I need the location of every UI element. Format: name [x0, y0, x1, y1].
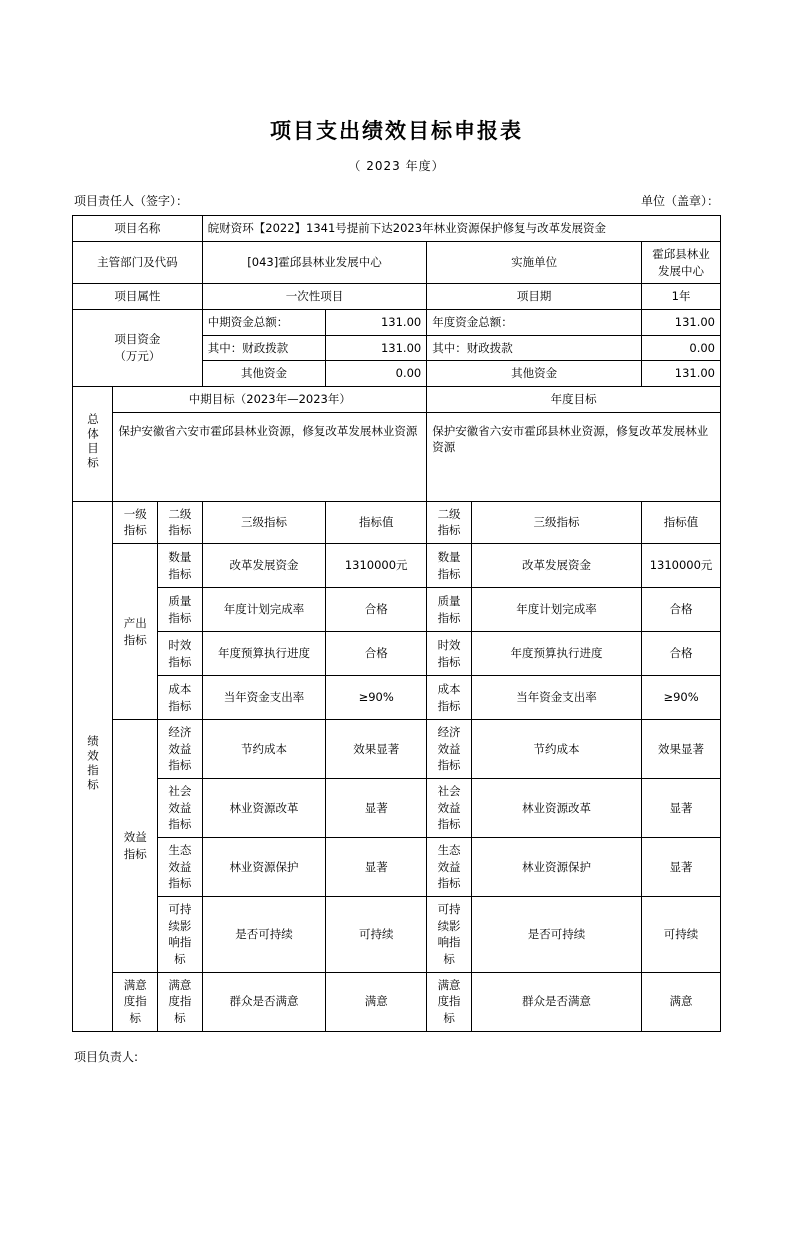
indicator-value-b: 1310000元 [642, 544, 721, 588]
indicator-level3-b: 改革发展资金 [471, 544, 641, 588]
indicator-level3: 群众是否满意 [202, 972, 325, 1031]
funds-row3-right-value: 131.00 [642, 361, 721, 387]
indicator-level2: 质量指标 [158, 588, 203, 632]
indicator-level3: 林业资源改革 [202, 779, 325, 838]
indicator-value: 合格 [326, 588, 427, 632]
indicator-level3-b: 节约成本 [471, 720, 641, 779]
indicator-level3: 林业资源保护 [202, 838, 325, 897]
table-row-attr [73, 284, 721, 310]
indicator-level2: 成本指标 [158, 676, 203, 720]
indicator-value-b: ≥90% [642, 676, 721, 720]
header-level1: 一级指标 [113, 501, 158, 543]
table-row-indicator [73, 779, 721, 838]
overall-year-header: 年度目标 [427, 387, 721, 413]
indicator-value: 1310000元 [326, 544, 427, 588]
table-row-indicator [73, 838, 721, 897]
indicator-level3-b: 当年资金支出率 [471, 676, 641, 720]
funds-row1-left-value: 131.00 [326, 309, 427, 335]
funds-row2-right-label: 其中：财政拨款 [427, 335, 642, 361]
header-level2-b: 二级指标 [427, 501, 472, 543]
period-value: 1年 [642, 284, 721, 310]
table-row-indicator [73, 544, 721, 588]
table-row-indicator [73, 720, 721, 779]
indicator-level3: 节约成本 [202, 720, 325, 779]
project-name-label: 项目名称 [73, 216, 203, 242]
page-subtitle: （ 2023 年度） [348, 159, 445, 174]
funds-row1-left-label: 中期资金总额： [202, 309, 325, 335]
impl-unit-value: 霍邱县林业发展中心 [642, 241, 721, 283]
indicator-level2-b: 经济效益指标 [427, 720, 472, 779]
indicator-value: 显著 [326, 838, 427, 897]
indicator-level2-b: 时效指标 [427, 632, 472, 676]
indicator-value-b: 显著 [642, 838, 721, 897]
indicator-level2: 社会效益指标 [158, 779, 203, 838]
indicator-level2-b: 数量指标 [427, 544, 472, 588]
table-row-overall-body [73, 412, 721, 501]
dept-label: 主管部门及代码 [73, 241, 203, 283]
page-title: 项目支出绩效目标申报表 [270, 119, 523, 143]
indicator-value: 效果显著 [326, 720, 427, 779]
indicator-level3: 年度计划完成率 [202, 588, 325, 632]
funds-row1-right-label: 年度资金总额： [427, 309, 642, 335]
indicator-level2: 经济效益指标 [158, 720, 203, 779]
document-page [0, 118, 793, 1240]
dept-value: [043]霍邱县林业发展中心 [202, 241, 426, 283]
funds-row3-left-value: 0.00 [326, 361, 427, 387]
funds-label-line1: 项目资金 [114, 332, 161, 347]
group-level1-benefit: 效益指标 [113, 720, 158, 973]
indicator-value-b: 显著 [642, 779, 721, 838]
attr-value: 一次性项目 [202, 284, 426, 310]
table-row-indicator-header [73, 501, 721, 543]
project-name-value: 皖财资环【2022】1341号提前下达2023年林业资源保护修复与改革发展资金 [202, 216, 720, 242]
group-level1-satisfaction: 满意度指标 [113, 972, 158, 1031]
funds-row1-right-value: 131.00 [642, 309, 721, 335]
indicator-level3-b: 年度预算执行进度 [471, 632, 641, 676]
funds-row3-right-label: 其他资金 [427, 361, 642, 387]
indicator-level2-b: 质量指标 [427, 588, 472, 632]
indicator-level3: 是否可持续 [202, 897, 325, 973]
unit-label: 单位（盖章）： [640, 194, 719, 209]
funds-row2-left-value: 131.00 [326, 335, 427, 361]
table-row-funds-1 [73, 309, 721, 335]
period-label: 项目期 [427, 284, 642, 310]
indicator-level3-b: 林业资源改革 [471, 779, 641, 838]
footer-label: 项目负责人: [74, 1049, 139, 1064]
indicator-level3-b: 年度计划完成率 [471, 588, 641, 632]
meta-row [72, 192, 721, 209]
impl-unit-label: 实施单位 [427, 241, 642, 283]
indicator-level2: 时效指标 [158, 632, 203, 676]
indicator-level2: 数量指标 [158, 544, 203, 588]
funds-row3-left-label: 其他资金 [202, 361, 325, 387]
indicator-level2-b: 社会效益指标 [427, 779, 472, 838]
indicator-level3: 当年资金支出率 [202, 676, 325, 720]
indicator-value: 合格 [326, 632, 427, 676]
table-row-project-name [73, 216, 721, 242]
overall-side-label [73, 387, 113, 502]
indicators-side-label-text: 绩效指标 [86, 734, 101, 793]
indicator-level3-b: 林业资源保护 [471, 838, 641, 897]
indicator-value: 显著 [326, 779, 427, 838]
header-level3: 三级指标 [202, 501, 325, 543]
header-level2: 二级指标 [158, 501, 203, 543]
indicator-level2-b: 成本指标 [427, 676, 472, 720]
indicator-level2-b: 满意度指标 [427, 972, 472, 1031]
funds-label [73, 309, 203, 386]
table-row-overall-header [73, 387, 721, 413]
indicator-level3: 年度预算执行进度 [202, 632, 325, 676]
indicator-level3-b: 是否可持续 [471, 897, 641, 973]
funds-label-line2: （万元） [114, 348, 161, 363]
indicator-level3-b: 群众是否满意 [471, 972, 641, 1031]
overall-year-text: 保护安徽省六安市霍邱县林业资源，修复改革发展林业资源 [427, 412, 721, 501]
indicator-value: ≥90% [326, 676, 427, 720]
table-row-indicator [73, 588, 721, 632]
table-row-indicator [73, 632, 721, 676]
group-level1-output: 产出指标 [113, 544, 158, 720]
table-row-indicator [73, 972, 721, 1031]
indicator-value: 可持续 [326, 897, 427, 973]
indicator-value: 满意 [326, 972, 427, 1031]
funds-row2-right-value: 0.00 [642, 335, 721, 361]
table-row-dept [73, 241, 721, 283]
indicator-level2: 满意度指标 [158, 972, 203, 1031]
indicator-value-b: 可持续 [642, 897, 721, 973]
table-row-indicator [73, 676, 721, 720]
indicator-level2-b: 可持续影响指标 [427, 897, 472, 973]
table-row-indicator [73, 897, 721, 973]
funds-row2-left-label: 其中：财政拨款 [202, 335, 325, 361]
overall-mid-text: 保护安徽省六安市霍邱县林业资源，修复改革发展林业资源 [113, 412, 427, 501]
report-table [72, 215, 721, 1031]
header-value-b: 指标值 [642, 501, 721, 543]
indicator-value-b: 合格 [642, 632, 721, 676]
indicator-level2: 生态效益指标 [158, 838, 203, 897]
indicator-level3: 改革发展资金 [202, 544, 325, 588]
indicators-side-label [73, 501, 113, 1031]
indicator-value-b: 效果显著 [642, 720, 721, 779]
header-level3-b: 三级指标 [471, 501, 641, 543]
responsible-label: 项目责任人（签字）： [74, 194, 189, 209]
indicator-value-b: 合格 [642, 588, 721, 632]
overall-mid-header: 中期目标（2023年—2023年） [113, 387, 427, 413]
header-value: 指标值 [326, 501, 427, 543]
indicator-level2-b: 生态效益指标 [427, 838, 472, 897]
attr-label: 项目属性 [73, 284, 203, 310]
overall-side-label-text: 总体目标 [86, 412, 101, 471]
indicator-level2: 可持续影响指标 [158, 897, 203, 973]
indicator-value-b: 满意 [642, 972, 721, 1031]
